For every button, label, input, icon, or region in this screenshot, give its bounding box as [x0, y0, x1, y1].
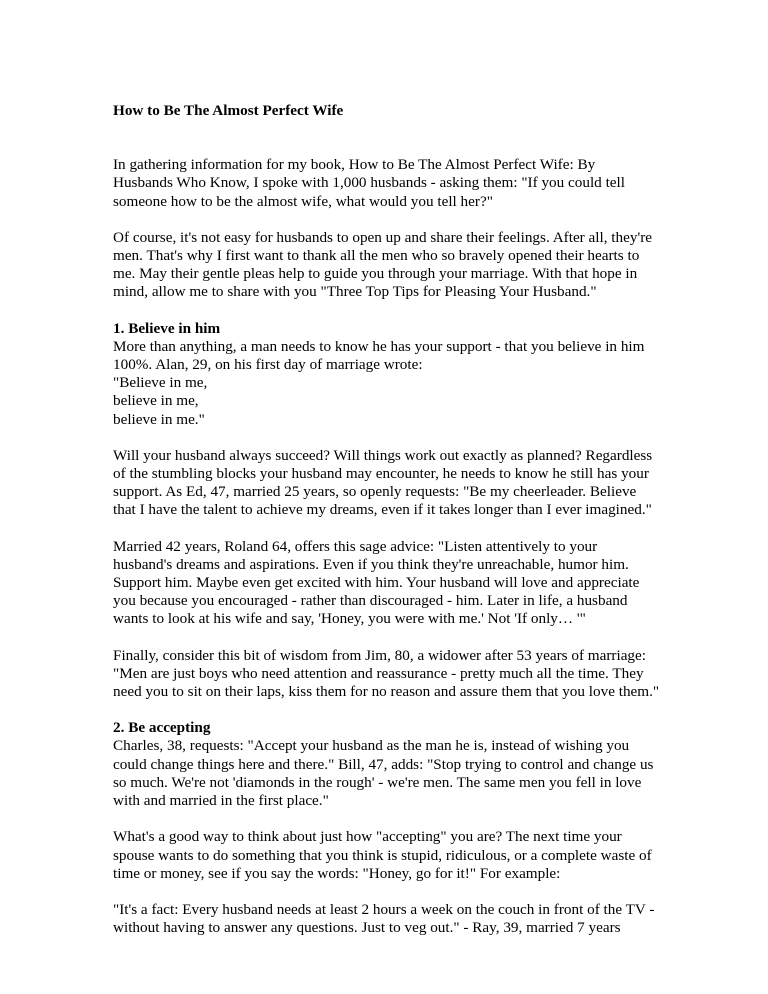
text-line: time or money, see if you say the words: "Honey, go for it!" For example:	[113, 864, 561, 882]
text-line: Charles, 38, requests: "Accept your husband as the man he is, instead of wishing you	[113, 737, 630, 755]
text-line: Of course, it's not easy for husbands to open up and share their feelings. After all, they're	[113, 228, 652, 246]
text-line: spouse wants to do something that you think is stupid, ridiculous, or a complete waste of	[113, 846, 652, 864]
section-2-heading: 2. Be accepting	[113, 719, 211, 737]
text-line: 100%. Alan, 29, on his first day of marriage wrote:	[113, 356, 423, 374]
text-line: that I have the talent to achieve my dreams, even if it takes longer than I ever imagined."	[113, 501, 652, 519]
paragraph-2	[113, 229, 658, 302]
paragraph-9	[113, 901, 658, 937]
text-line: me. May their gentle pleas help to guide you through your marriage. With that hope in	[113, 265, 638, 283]
text-line: Finally, consider this bit of wisdom from Jim, 80, a widower after 53 years of marriage:	[113, 646, 646, 664]
text-line: "Believe in me,	[113, 374, 208, 392]
text-line: Husbands Who Know, I spoke with 1,000 husbands - asking them: "If you could tell	[113, 174, 625, 192]
text-line: More than anything, a man needs to know he has your support - that you believe in him	[113, 337, 645, 355]
text-line: Support him. Maybe even get excited with him. Your husband will love and appreciate	[113, 574, 640, 592]
section-1-heading: 1. Believe in him	[113, 319, 221, 337]
text-line: men. That's why I first want to thank all the men who so bravely opened their hearts to	[113, 247, 640, 265]
text-line: so much. We're not 'diamonds in the rough' - we're men. The same men you fell in love	[113, 773, 642, 791]
text-line: someone how to be the almost wife, what would you tell her?"	[113, 192, 493, 210]
paragraph-8	[113, 828, 658, 883]
text-line: without having to answer any questions. Just to veg out." - Ray, 39, married 7 years	[113, 919, 621, 937]
text-line: could change things here and there." Bill, 47, adds: "Stop trying to control and change us	[113, 755, 654, 773]
text-line: mind, allow me to share with you "Three Top Tips for Pleasing Your Husband."	[113, 283, 597, 301]
text-line: "Men are just boys who need attention and reassurance - pretty much all the time. They	[113, 664, 644, 682]
text-line: believe in me."	[113, 410, 205, 428]
text-line: In gathering information for my book, How to Be The Almost Perfect Wife: By	[113, 156, 596, 174]
intro-paragraph	[113, 156, 658, 211]
document-title: How to Be The Almost Perfect Wife	[113, 102, 344, 119]
paragraph-5	[113, 538, 658, 629]
text-line: you because you encouraged - rather than discouraged - him. Later in life, a husband	[113, 592, 628, 610]
section-1	[113, 320, 658, 429]
section-2	[113, 719, 658, 810]
document-page	[113, 102, 658, 955]
text-line: Married 42 years, Roland 64, offers this sage advice: "Listen attentively to your	[113, 537, 598, 555]
text-line: with and married in the first place."	[113, 792, 329, 810]
text-line: need you to sit on their laps, kiss them for no reason and assure them that you love them."	[113, 683, 660, 701]
text-line: of the stumbling blocks your husband may encounter, he needs to know he still has your	[113, 465, 649, 483]
paragraph-4	[113, 447, 658, 520]
text-line: Will your husband always succeed? Will things work out exactly as planned? Regardless	[113, 446, 653, 464]
text-line: "It's a fact: Every husband needs at least 2 hours a week on the couch in front of the TV -	[113, 900, 655, 918]
text-line: husband's dreams and aspirations. Even if you think they're unreachable, humor him.	[113, 555, 629, 573]
text-line: support. As Ed, 47, married 25 years, so openly requests: "Be my cheerleader. Believe	[113, 483, 637, 501]
paragraph-6	[113, 647, 658, 702]
text-line: What's a good way to think about just how "accepting" you are? The next time your	[113, 828, 622, 846]
text-line: wants to look at his wife and say, 'Honey, you were with me.' Not 'If only… '"	[113, 610, 586, 628]
text-line: believe in me,	[113, 392, 199, 410]
